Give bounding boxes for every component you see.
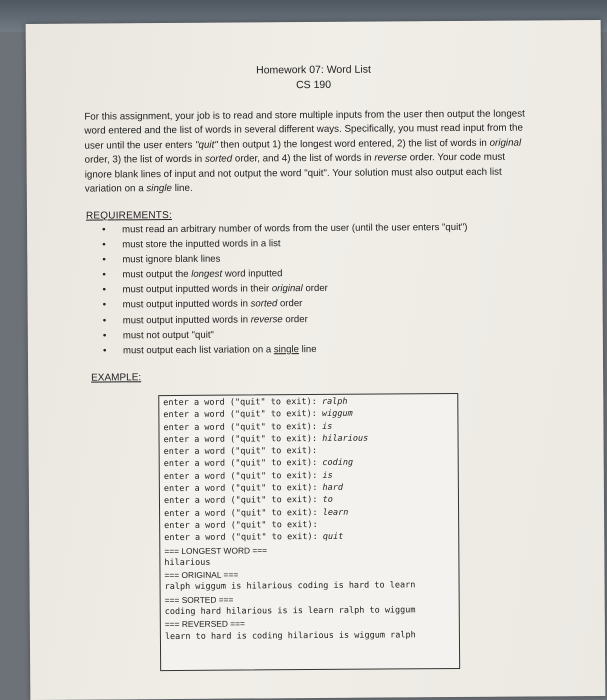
user-input-text: is — [322, 470, 333, 481]
requirement-text: longest — [191, 268, 223, 281]
requirement-text: must read an arbitrary number of words from the user (until the user enters "quit") — [122, 221, 468, 236]
intro-segment: For this assignment, your job is to read and store multiple inputs from the user then output the longest word entered and the list of words in several different ways. Specifically, you must read input from the user until the user enters — [84, 108, 525, 152]
user-input-text: quit — [322, 532, 344, 543]
console-section-header: === ORIGINAL === — [164, 569, 239, 581]
requirement-text: order — [277, 298, 303, 310]
prompt-text: enter a word ("quit" to exit): — [164, 532, 323, 544]
console-section-header: === LONGEST WORD === — [164, 544, 268, 556]
intro-segment: reverse — [374, 152, 408, 164]
prompt-text: enter a word ("quit" to exit): — [163, 483, 323, 495]
intro-text — [84, 107, 535, 197]
example-console-output — [158, 393, 460, 671]
prompt-text: enter a word ("quit" to exit): — [163, 433, 323, 445]
prompt-text: enter a word ("quit" to exit): — [164, 507, 323, 519]
bullet-icon: • — [102, 330, 107, 342]
requirement-text: must store the inputted words in a list — [122, 238, 281, 251]
bullet-icon: • — [102, 299, 107, 311]
document-page — [26, 20, 606, 700]
requirements-heading: REQUIREMENTS: — [85, 209, 172, 222]
bullet-icon: • — [102, 284, 107, 296]
requirement-item — [98, 340, 538, 358]
assignment-title: Homework 07: Word List — [256, 63, 371, 77]
intro-segment: then output 1) the longest word entered, 2) the list of words in — [217, 137, 490, 151]
requirement-text: must output inputted words in — [122, 298, 251, 311]
user-input-text: hilarious — [322, 433, 369, 444]
requirement-text: line — [298, 343, 317, 355]
bullet-icon: • — [102, 254, 106, 266]
user-input-text: coding — [322, 458, 354, 469]
intro-segment: single — [146, 183, 172, 195]
requirement-text: must not output "quit" — [122, 329, 214, 342]
requirement-text: order — [282, 313, 308, 325]
requirement-text: word inputted — [222, 268, 283, 280]
requirement-text: reverse — [250, 313, 283, 326]
intro-segment: sorted — [204, 153, 233, 165]
bullet-icon: • — [102, 345, 107, 357]
prompt-text: enter a word ("quit" to exit): — [163, 446, 323, 458]
console-output-line: coding hard hilarious is is learn ralph to wiggum — [164, 605, 416, 618]
requirement-text: sorted — [250, 298, 278, 310]
prompt-text: enter a word ("quit" to exit): — [163, 495, 323, 507]
requirement-text: must output inputted words in — [122, 314, 251, 326]
bullet-icon: • — [102, 239, 106, 251]
user-input-text: hard — [322, 482, 344, 494]
bullet-icon: • — [102, 224, 106, 236]
user-input-text: learn — [322, 507, 349, 518]
requirement-text: single — [273, 343, 299, 356]
user-input-text: to — [322, 495, 333, 506]
prompt-text: enter a word ("quit" to exit): — [164, 519, 323, 532]
console-output-line: ralph wiggum is hilarious coding is hard to learn — [164, 580, 416, 593]
user-input-text: ralph — [321, 396, 348, 407]
intro-segment: "quit" — [195, 139, 218, 151]
requirement-text: must output each list variation on a — [122, 344, 274, 357]
example-heading: EXAMPLE: — [91, 372, 142, 384]
intro-segment: original — [489, 137, 522, 149]
console-section-header: === REVERSED === — [164, 618, 245, 630]
user-input-text: is — [322, 421, 333, 432]
requirements-list — [97, 219, 538, 358]
requirement-text: order — [302, 283, 328, 295]
bullet-icon: • — [102, 269, 106, 281]
requirement-text: must output inputted words in their — [122, 283, 272, 296]
user-input-text: wiggum — [321, 409, 353, 420]
console-section-header: === SORTED === — [164, 594, 234, 605]
prompt-text: enter a word ("quit" to exit): — [163, 458, 323, 470]
prompt-text: enter a word ("quit" to exit): — [163, 470, 323, 482]
prompt-text: enter a word ("quit" to exit): — [163, 409, 323, 421]
console-output-line: learn to hard is coding hilarious is wiggum ralph — [164, 629, 416, 642]
prompt-text: enter a word ("quit" to exit): — [163, 396, 322, 409]
intro-segment: order, and 4) the list of words in — [232, 152, 375, 165]
requirement-text: original — [271, 283, 303, 295]
requirement-text: must ignore blank lines — [122, 253, 221, 266]
intro-segment: order, 3) the list of words in — [84, 153, 205, 166]
intro-segment: order. Your code must ignore blank lines of input and not output the word "quit". Your solution must also output each list variation on a — [84, 151, 506, 195]
requirement-text: must output the — [122, 269, 192, 281]
intro-segment: line. — [171, 182, 193, 195]
intro-paragraph — [84, 107, 535, 197]
course-code: CS 190 — [296, 78, 332, 92]
bullet-icon: • — [102, 315, 107, 327]
prompt-text: enter a word ("quit" to exit): — [163, 421, 323, 433]
console-output-line: hilarious — [164, 557, 211, 568]
